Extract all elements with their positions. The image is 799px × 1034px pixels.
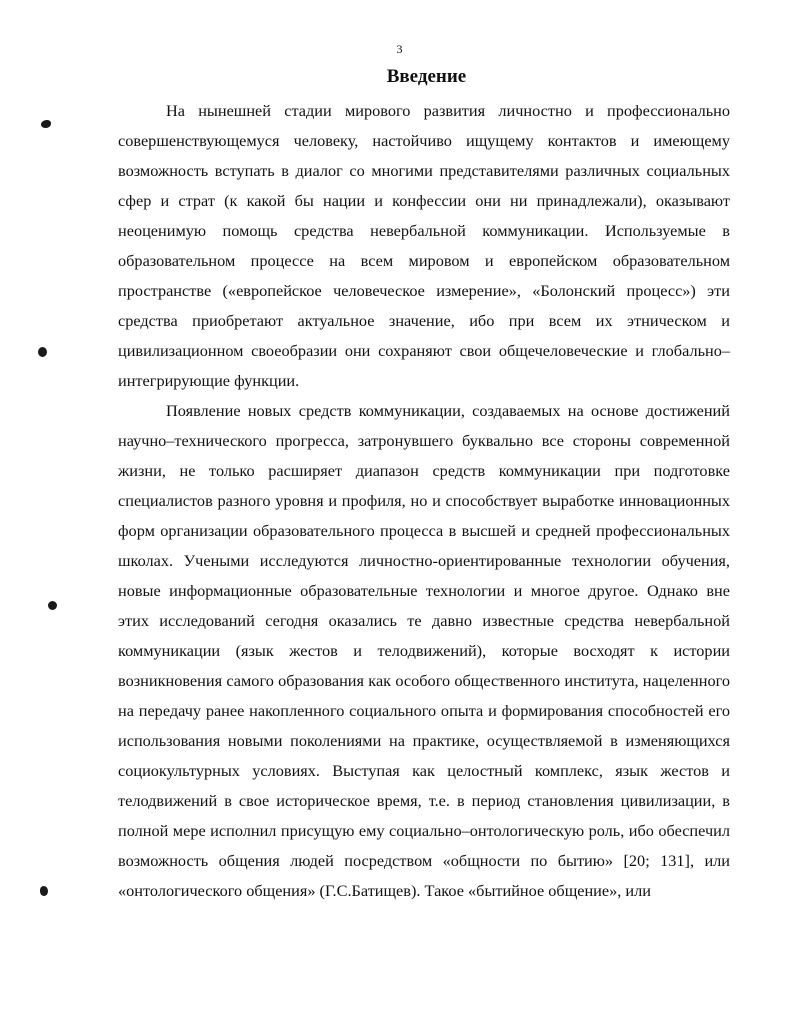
paragraph-1: На нынешней стадии мирового развития личностно и профессионально совершенствующемуся человеку, настойчиво ищущему контактов и имеющему возможность вступать в диалог со многими представителями различных социальных сфер и страт (к какой бы нации и конфессии они ни принадлежали), оказывают неоценимую помощь средства невербальной коммуникации. Используемые в образовательном процессе на всем мировом и европейском образовательном пространстве («европейское человеческое измерение», «Болонский процесс») эти средства приобретают актуальное значение, ибо при всем их этническом и цивилизационном своеобразии они сохраняют свои общечеловеческие и глобально–интегрирующие функции. bbox=[118, 101, 730, 390]
page-number: 3 bbox=[396, 42, 403, 56]
scan-artifact bbox=[41, 120, 51, 128]
paragraph-2: Появление новых средств коммуникации, создаваемых на основе достижений научно–технического прогресса, затронувшего буквально все стороны современной жизни, не только расширяет диапазон средств коммуникации при подготовке специалистов разного уровня и профиля, но и способствует выработке инновационных форм организации образовательного процесса в высшей и средней профессиональных школах. Учеными исследуются личностно-ориентированные технологии обучения, новые информационные образовательные технологии и многое другое. Однако вне этих исследований сегодня оказались те давно известные средства невербальной коммуникации (язык жестов и телодвижений), которые восходят к истории возникновения самого образования как особого общественного института, нацеленного на передачу ранее накопленного социального опыта и формирования способностей его использования новыми поколениями на практике, осуществляемой в изменяющихся социокультурных условиях. Выступая как целостный комплекс, язык жестов и телодвижений в свое историческое время, т.е. в период становления цивилизации, в полной мере исполнил присущую ему социально–онтологическую роль, ибо обеспечил возможность общения людей посредством «общности по бытию» [20; 131], или «онтологического общения» (Г.С.Батищев). Такое «бытийное общение», или bbox=[118, 401, 730, 900]
scan-artifact bbox=[40, 886, 48, 896]
body-text bbox=[118, 96, 730, 906]
scan-artifact bbox=[38, 347, 47, 357]
scan-artifact bbox=[48, 601, 57, 610]
section-title: Введение bbox=[386, 66, 467, 87]
